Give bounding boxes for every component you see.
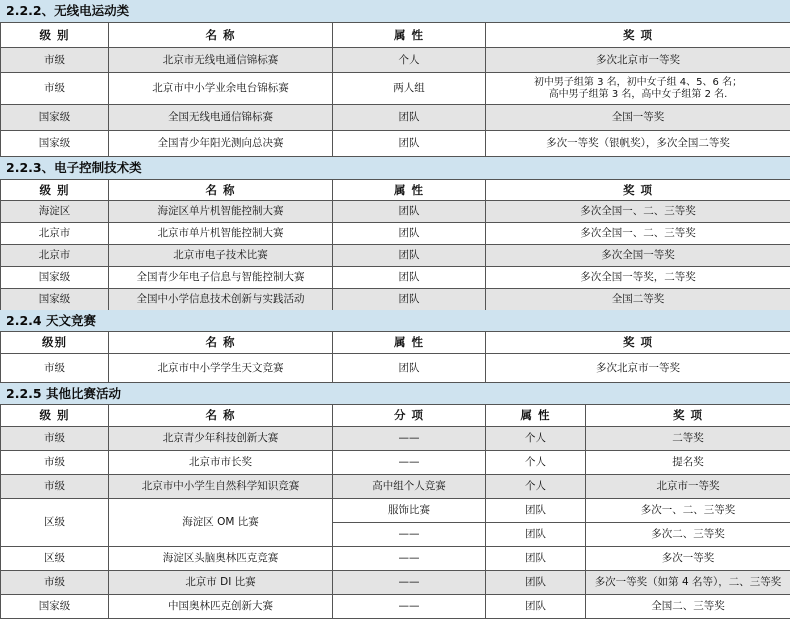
section-title-other: 2.2.5 其他比赛活动 [0, 383, 790, 405]
table-row [1, 267, 790, 289]
cell-level: 国家级 [1, 131, 109, 157]
header-award: 奖 项 [486, 332, 790, 354]
header-attr: 属 性 [333, 332, 486, 354]
table-astronomy [0, 331, 790, 383]
cell-award: 多次北京市一等奖 [486, 48, 790, 73]
table-row [1, 595, 790, 619]
cell-level: 市级 [1, 354, 109, 383]
header-subitem: 分 项 [333, 405, 486, 427]
section-title-radio: 2.2.2、无线电运动类 [0, 0, 790, 22]
cell-name: 北京市中小学学生天文竞赛 [109, 354, 333, 383]
cell-attr: 团队 [333, 354, 486, 383]
header-name: 名 称 [109, 23, 333, 48]
cell-name: 北京市中小学生自然科学知识竞赛 [109, 475, 333, 499]
table-row [1, 201, 790, 223]
cell-name: 海淀区 OM 比赛 [109, 499, 333, 547]
cell-attr: 团队 [486, 523, 586, 547]
cell-level: 国家级 [1, 105, 109, 131]
cell-level: 区级 [1, 499, 109, 547]
cell-award: 多次全国一等奖 [486, 245, 790, 267]
cell-award: 多次全国一、二、三等奖 [486, 223, 790, 245]
cell-level: 国家级 [1, 595, 109, 619]
cell-attr: 两人组 [333, 73, 486, 105]
cell-name: 北京市无线电通信锦标赛 [109, 48, 333, 73]
cell-attr: 团队 [486, 571, 586, 595]
cell-level: 海淀区 [1, 201, 109, 223]
cell-award: 提名奖 [586, 451, 790, 475]
cell-level: 区级 [1, 547, 109, 571]
cell-name: 海淀区单片机智能控制大赛 [109, 201, 333, 223]
cell-level: 北京市 [1, 245, 109, 267]
cell-attr: 团队 [333, 223, 486, 245]
cell-subitem: —— [333, 523, 486, 547]
cell-name: 北京市市长奖 [109, 451, 333, 475]
table-row [1, 131, 790, 157]
cell-attr: 团队 [333, 245, 486, 267]
cell-name: 全国无线电通信锦标赛 [109, 105, 333, 131]
cell-attr: 个人 [486, 475, 586, 499]
cell-award: 初中男子组第 3 名，初中女子组 4、5、6 名； 高中男子组第 3 名，高中女子组第 2 名. [486, 73, 790, 105]
cell-name: 北京市中小学业余电台锦标赛 [109, 73, 333, 105]
header-name: 名 称 [109, 332, 333, 354]
header-attr: 属 性 [333, 23, 486, 48]
cell-level: 市级 [1, 73, 109, 105]
cell-name: 全国青少年电子信息与智能控制大赛 [109, 267, 333, 289]
table-header-row [1, 405, 790, 427]
table-row [1, 245, 790, 267]
cell-attr: 团队 [486, 499, 586, 523]
header-name: 名 称 [109, 405, 333, 427]
table-row [1, 427, 790, 451]
cell-attr: 个人 [486, 451, 586, 475]
cell-attr: 团队 [486, 547, 586, 571]
cell-attr: 团队 [333, 267, 486, 289]
table-row [1, 451, 790, 475]
cell-name: 全国中小学信息技术创新与实践活动 [109, 289, 333, 311]
cell-award: 二等奖 [586, 427, 790, 451]
table-other [0, 404, 790, 619]
table-row [1, 223, 790, 245]
header-level: 级 别 [1, 180, 109, 201]
cell-attr: 团队 [486, 595, 586, 619]
table-row [1, 475, 790, 499]
table-radio [0, 22, 790, 157]
cell-attr: 个人 [333, 48, 486, 73]
table-row [1, 571, 790, 595]
cell-level: 市级 [1, 48, 109, 73]
cell-attr: 团队 [333, 105, 486, 131]
cell-award: 全国二、三等奖 [586, 595, 790, 619]
cell-attr: 团队 [333, 201, 486, 223]
header-name: 名 称 [109, 180, 333, 201]
cell-level: 市级 [1, 475, 109, 499]
table-header-row [1, 180, 790, 201]
table-row [1, 547, 790, 571]
cell-level: 市级 [1, 451, 109, 475]
cell-subitem: 服饰比赛 [333, 499, 486, 523]
cell-name: 北京市电子技术比赛 [109, 245, 333, 267]
header-award: 奖 项 [586, 405, 790, 427]
table-header-row [1, 23, 790, 48]
cell-award: 多次一等奖（如第 4 名等），二、三等奖 [586, 571, 790, 595]
cell-award: 多次一等奖 [586, 547, 790, 571]
table-row [1, 73, 790, 105]
cell-award: 多次二、三等奖 [586, 523, 790, 547]
cell-name: 中国奥林匹克创新大赛 [109, 595, 333, 619]
cell-award: 多次北京市一等奖 [486, 354, 790, 383]
header-level: 级 别 [1, 23, 109, 48]
table-row [1, 48, 790, 73]
cell-level: 国家级 [1, 289, 109, 311]
cell-award: 多次一、二、三等奖 [586, 499, 790, 523]
cell-attr: 团队 [333, 131, 486, 157]
cell-subitem: —— [333, 427, 486, 451]
cell-award: 多次全国一等奖，二等奖 [486, 267, 790, 289]
cell-award: 多次一等奖（银帆奖），多次全国二等奖 [486, 131, 790, 157]
cell-level: 北京市 [1, 223, 109, 245]
cell-subitem: —— [333, 451, 486, 475]
header-award: 奖 项 [486, 23, 790, 48]
cell-name: 全国青少年阳光测向总决赛 [109, 131, 333, 157]
cell-award: 全国一等奖 [486, 105, 790, 131]
header-award: 奖 项 [486, 180, 790, 201]
table-header-row [1, 332, 790, 354]
table-row [1, 105, 790, 131]
cell-level: 市级 [1, 571, 109, 595]
cell-name: 北京青少年科技创新大赛 [109, 427, 333, 451]
cell-award: 全国二等奖 [486, 289, 790, 311]
header-level: 级 别 [1, 405, 109, 427]
header-attr: 属 性 [333, 180, 486, 201]
cell-subitem: —— [333, 547, 486, 571]
cell-name: 海淀区头脑奥林匹克竞赛 [109, 547, 333, 571]
cell-subitem: 高中组个人竞赛 [333, 475, 486, 499]
cell-name: 北京市单片机智能控制大赛 [109, 223, 333, 245]
cell-award: 北京市一等奖 [586, 475, 790, 499]
cell-attr: 个人 [486, 427, 586, 451]
table-row [1, 354, 790, 383]
cell-level: 市级 [1, 427, 109, 451]
cell-subitem: —— [333, 571, 486, 595]
header-attr: 属 性 [486, 405, 586, 427]
table-electronics [0, 179, 790, 311]
section-title-electronics: 2.2.3、电子控制技术类 [0, 157, 790, 179]
cell-subitem: —— [333, 595, 486, 619]
table-row [1, 289, 790, 311]
cell-level: 国家级 [1, 267, 109, 289]
table-row [1, 499, 790, 523]
section-title-astronomy: 2.2.4 天文竞赛 [0, 310, 790, 332]
cell-attr: 团队 [333, 289, 486, 311]
cell-name: 北京市 DI 比赛 [109, 571, 333, 595]
header-level: 级别 [1, 332, 109, 354]
cell-award: 多次全国一、二、三等奖 [486, 201, 790, 223]
